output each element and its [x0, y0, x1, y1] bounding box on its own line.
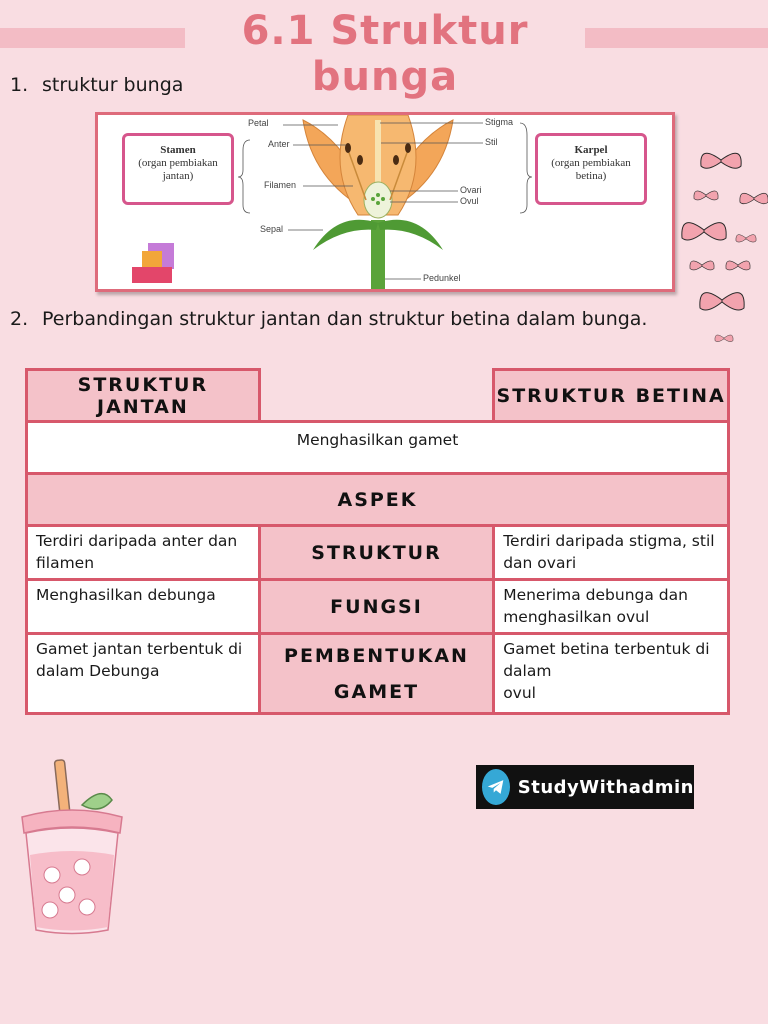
table-row — [27, 634, 729, 714]
label-filamen: Filamen — [264, 180, 297, 190]
header-struktur-betina: STRUKTUR BETINA — [494, 370, 729, 422]
title-decor-bar-left — [0, 28, 185, 48]
telegram-handle: StudyWithadmin — [517, 776, 694, 798]
telegram-badge[interactable] — [476, 765, 694, 809]
page-title: 6.1 Struktur bunga — [241, 8, 529, 100]
section-heading-2 — [10, 308, 647, 330]
shared-function-cell: Menghasilkan gamet — [27, 422, 729, 474]
label-stil: Stil — [485, 137, 498, 147]
header-struktur-jantan: STRUKTUR JANTAN — [27, 370, 260, 422]
stamen-subtitle: (organ pembiakan jantan) — [138, 157, 218, 182]
heading-number: 2. — [10, 308, 29, 330]
stamen-label-box — [122, 133, 234, 205]
aspect-cell: STRUKTUR — [259, 526, 493, 580]
bubble-tea-icon — [12, 755, 132, 940]
label-ovul: Ovul — [460, 196, 479, 206]
stamen-title: Stamen — [160, 144, 196, 156]
heading-text: Perbandingan struktur jantan dan struktur betina dalam bunga. — [42, 308, 648, 330]
label-ovari: Ovari — [460, 185, 482, 195]
label-petal: Petal — [248, 118, 269, 128]
jantan-cell: Gamet jantan terbentuk di dalam Debunga — [27, 634, 260, 714]
label-sepal: Sepal — [260, 224, 284, 234]
betina-cell: Terdiri daripada stigma, stil dan ovari — [494, 526, 729, 580]
butterfly-icon — [676, 140, 768, 350]
table-row — [27, 526, 729, 580]
aspect-cell: PEMBENTUKAN GAMET — [259, 634, 493, 714]
karpel-label-box — [535, 133, 647, 205]
comparison-table — [25, 368, 730, 715]
label-pedunkel: Pedunkel — [423, 273, 461, 283]
karpel-title: Karpel — [574, 144, 608, 156]
karpel-subtitle: (organ pembiakan betina) — [551, 157, 631, 182]
title-decor-bar-right — [585, 28, 768, 48]
section-heading-1 — [10, 74, 183, 96]
label-stigma: Stigma — [485, 117, 514, 127]
aspect-cell: FUNGSI — [259, 580, 493, 634]
aspek-header: ASPEK — [27, 474, 729, 526]
jantan-cell: Terdiri daripada anter dan filamen — [27, 526, 260, 580]
heading-text: struktur bunga — [42, 74, 184, 96]
header-blank — [259, 370, 493, 422]
telegram-icon — [482, 769, 510, 805]
heading-number: 1. — [10, 74, 29, 96]
betina-cell: Menerima debunga dan menghasilkan ovul — [494, 580, 729, 634]
table-row — [27, 580, 729, 634]
betina-cell: Gamet betina terbentuk di dalam ovul — [494, 634, 729, 714]
flower-structure-diagram — [95, 112, 675, 292]
jantan-cell: Menghasilkan debunga — [27, 580, 260, 634]
label-anter: Anter — [268, 139, 290, 149]
